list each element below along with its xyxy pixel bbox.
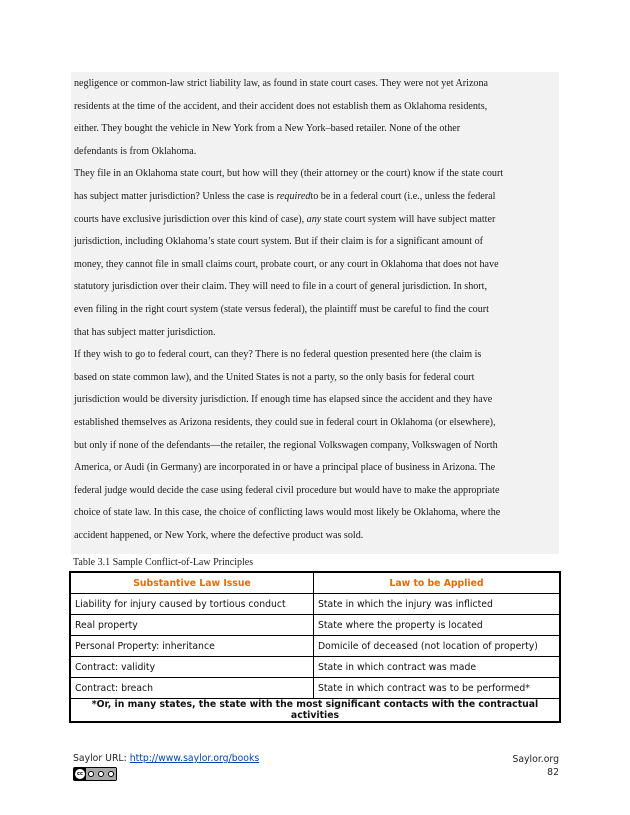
page-number: 82 bbox=[547, 767, 559, 778]
text-line: to be in a federal court (i.e., unless the federal bbox=[310, 190, 496, 202]
footer-page-info bbox=[512, 753, 559, 779]
table-row bbox=[70, 678, 560, 699]
text-line: either. They bought the vehicle in New York from a New York–based retailer. None of the other bbox=[74, 123, 461, 135]
table-note-row bbox=[70, 699, 560, 723]
by-icon bbox=[88, 771, 94, 777]
text-line: choice of state law. In this case, the choice of conflicting laws would most likely be Oklahoma, where the bbox=[74, 507, 501, 519]
text-line: jurisdiction would be diversity jurisdiction. If enough time has elapsed since the accident and they have bbox=[74, 394, 493, 406]
footer-site: Saylor.org bbox=[512, 754, 559, 765]
text-line: America, or Audi (in Germany) are incorporated in or have a principal place of business in Arizona. The bbox=[74, 462, 496, 474]
paragraph-3 bbox=[74, 344, 556, 547]
creative-commons-license-icon[interactable] bbox=[73, 767, 117, 781]
table-row bbox=[70, 657, 560, 678]
text-line: that has subject matter jurisdiction. bbox=[74, 326, 216, 338]
text-line: but only if none of the defendants—the retailer, the regional Volkswagen company, Volkswagen of North bbox=[74, 439, 498, 451]
text-line: They file in an Oklahoma state court, but how will they (their attorney or the court) know if the state court bbox=[74, 168, 504, 180]
cc-logo-icon: cc bbox=[75, 769, 85, 779]
saylor-books-link[interactable]: http://www.saylor.org/books bbox=[129, 753, 260, 764]
table-row bbox=[70, 636, 560, 657]
table-row bbox=[70, 594, 560, 615]
text-line: established themselves as Arizona residents, they could sue in federal court in Oklahoma (or elsewhere), bbox=[74, 416, 496, 428]
text-line: accident happened, or New York, where the defective product was sold. bbox=[74, 529, 364, 541]
paragraph-2 bbox=[74, 163, 556, 344]
emphasis-required: required bbox=[276, 190, 311, 202]
text-line: defendants is from Oklahoma. bbox=[74, 145, 197, 157]
text-line: based on state common law), and the United States is not a party, so the only basis for federal court bbox=[74, 371, 475, 383]
law-cell: State in which contract was to be performed* bbox=[314, 678, 561, 699]
text-line: money, they cannot file in small claims court, probate court, or any court in Oklahoma that does not have bbox=[74, 258, 499, 270]
sa-icon bbox=[108, 771, 114, 777]
table-header-row bbox=[70, 572, 560, 594]
cc-terms-icons bbox=[86, 768, 116, 780]
nc-icon bbox=[98, 771, 104, 777]
text-line: courts have exclusive jurisdiction over this kind of case), bbox=[74, 213, 307, 225]
law-cell: Domicile of deceased (not location of property) bbox=[314, 636, 561, 657]
law-cell: State where the property is located bbox=[314, 615, 561, 636]
footer-source bbox=[73, 753, 259, 764]
table-row bbox=[70, 615, 560, 636]
conflict-of-law-table bbox=[69, 571, 561, 723]
issue-cell: Contract: validity bbox=[70, 657, 314, 678]
law-cell: State in which the injury was inflicted bbox=[314, 594, 561, 615]
issue-cell: Real property bbox=[70, 615, 314, 636]
law-cell: State in which contract was made bbox=[314, 657, 561, 678]
paragraph-1 bbox=[74, 73, 556, 163]
text-line: even filing in the right court system (state versus federal), the plaintiff must be careful to find the court bbox=[74, 303, 489, 315]
text-line: statutory jurisdiction over their claim. They will need to file in a court of general jurisdiction. In short, bbox=[74, 281, 487, 293]
issue-cell: Contract: breach bbox=[70, 678, 314, 699]
text-line: negligence or common-law strict liability law, as found in state court cases. They were not yet Arizona bbox=[74, 78, 488, 89]
body-text bbox=[74, 73, 556, 547]
table-caption: Table 3.1 Sample Conflict-of-Law Principles bbox=[73, 557, 254, 568]
text-line: jurisdiction, including Oklahoma’s state court system. But if their claim is for a significant amount of bbox=[74, 236, 483, 248]
header-law-to-be-applied: Law to be Applied bbox=[314, 572, 561, 594]
issue-cell: Personal Property: inheritance bbox=[70, 636, 314, 657]
text-line: residents at the time of the accident, and their accident does not establish them as Oklahoma residents, bbox=[74, 100, 488, 112]
table-note: *Or, in many states, the state with the most significant contacts with the contractual activities bbox=[70, 699, 560, 723]
text-line: federal judge would decide the case using federal civil procedure but would have to make the appropriate bbox=[74, 484, 500, 496]
text-line: state court system will have subject matter bbox=[321, 213, 496, 225]
emphasis-any: any bbox=[306, 213, 322, 225]
header-substantive-law-issue: Substantive Law Issue bbox=[70, 572, 314, 594]
issue-cell: Liability for injury caused by tortious conduct bbox=[70, 594, 314, 615]
footer-source-label: Saylor URL: bbox=[73, 753, 130, 764]
text-line: has subject matter jurisdiction? Unless the case is bbox=[74, 190, 277, 202]
text-line: If they wish to go to federal court, can they? There is no federal question presented here (the claim is bbox=[74, 349, 482, 361]
